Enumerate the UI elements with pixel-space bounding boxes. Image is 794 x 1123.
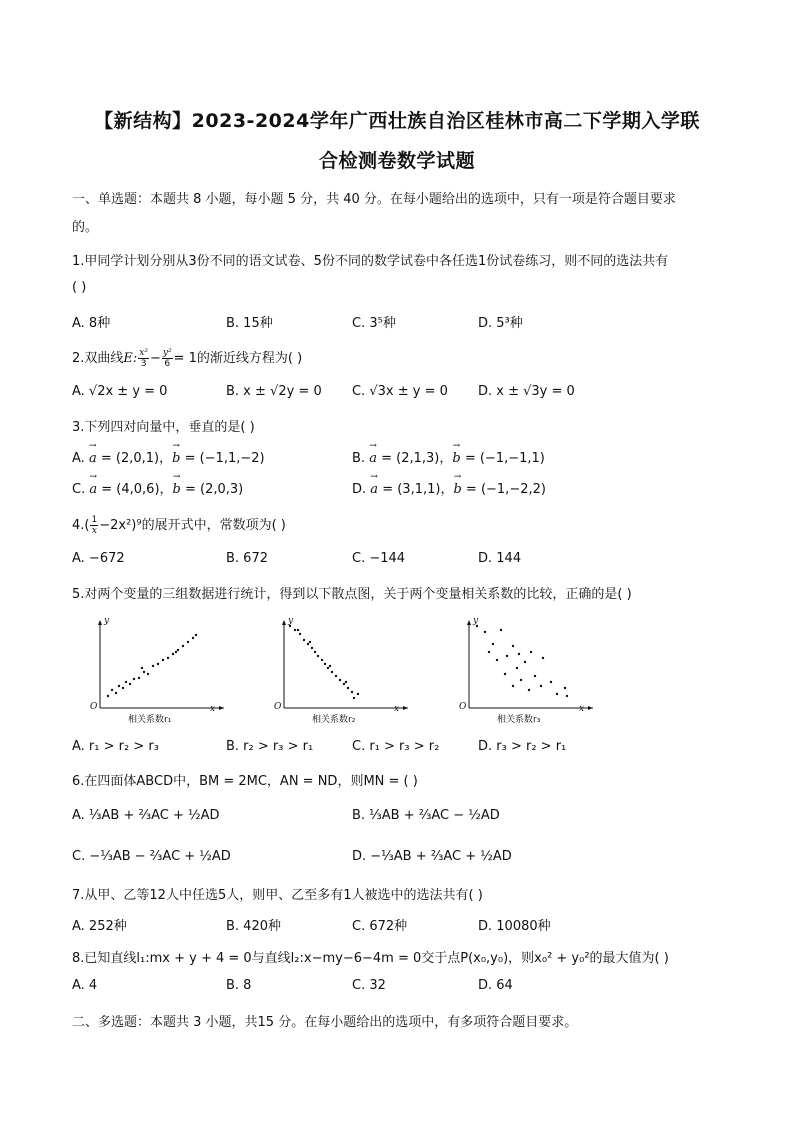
q6-stem: 6.在四面体ABCD中，BM = 2MC，AN = ND，则MN = ( ) [72, 774, 418, 789]
q4-frac-den: x [91, 526, 97, 536]
plot1-ylabel: y [104, 616, 110, 626]
point [488, 651, 490, 653]
point [147, 673, 149, 675]
q7-option-d: D. 10080种 [478, 919, 551, 934]
q3-option-c-avalue: = (4,0,6)， [101, 482, 173, 497]
point [327, 667, 329, 669]
q3-option-a [72, 447, 265, 466]
vector-a: → a [89, 482, 97, 497]
q6-option-c: C. −⅓AB − ⅔AC + ½AD [72, 849, 231, 864]
plot1-xlabel: x [210, 704, 216, 714]
q3-option-d-label: D. [352, 482, 367, 497]
vector-b: → b [172, 451, 180, 466]
q5-option-d: D. r₃ > r₂ > r₁ [478, 739, 567, 754]
q8-option-b: B. 8 [226, 978, 252, 993]
scatter-plot-r3 [455, 616, 595, 726]
point [175, 651, 177, 653]
q3-option-a-bvalue: = (−1,1,−2) [184, 451, 265, 466]
q1-option-d: D. 5³种 [478, 316, 523, 331]
q2-stem-pre: 2.双曲线 [72, 351, 124, 366]
q5-option-c: C. r₁ > r₃ > r₂ [352, 739, 440, 754]
q2-frac-x [138, 348, 149, 369]
point [331, 671, 333, 673]
q4-frac-num: 1 [91, 515, 98, 525]
point [339, 679, 341, 681]
q2-option-c: C. √3x ± y = 0 [352, 384, 448, 399]
point [351, 691, 353, 693]
q1-stem: 1.甲同学计划分别从3份不同的语文试卷、5份不同的数学试卷中各任选1份试卷练习，则不同的选法共有 [72, 254, 669, 269]
scatter-points-r2 [289, 625, 359, 699]
q6-option-a: A. ⅓AB + ⅔AC + ½AD [72, 808, 220, 823]
point [317, 655, 319, 657]
q4-stem-pre: 4.( [72, 518, 90, 533]
plot1-origin: O [90, 702, 98, 712]
point [192, 637, 194, 639]
vector-a: → a [89, 451, 97, 466]
q5-stem: 5.对两个变量的三组数据进行统计，得到以下散点图，关于两个变量相关系数的比较，正确的是( ) [72, 587, 632, 602]
plot3-caption: 相关系数r₃ [497, 715, 541, 725]
point [195, 634, 197, 636]
plot2-origin: O [274, 702, 282, 712]
point [122, 687, 124, 689]
q2-eq-label: E: [123, 351, 138, 366]
point [506, 655, 508, 657]
q4-option-c: C. −144 [352, 551, 406, 566]
vector-a: → a [370, 482, 378, 497]
point [343, 683, 345, 685]
point [324, 663, 326, 665]
point [157, 663, 159, 665]
scatter-plot-r2-svg [270, 616, 410, 716]
q3-option-c-label: C. [72, 482, 86, 497]
q1-option-a: A. 8种 [72, 316, 111, 331]
q3-stem: 3.下列四对向量中，垂直的是( ) [72, 420, 255, 435]
point [314, 651, 316, 653]
q3-option-b-avalue: = (2,1,3)， [381, 451, 453, 466]
point [492, 643, 494, 645]
point [500, 629, 502, 631]
q8-option-d: D. 64 [478, 978, 513, 993]
y-axis-arrow [282, 620, 286, 625]
q7-option-c: C. 672种 [352, 919, 408, 934]
point [172, 653, 174, 655]
point [299, 633, 301, 635]
q5-option-b: B. r₂ > r₃ > r₁ [226, 739, 314, 754]
q2-option-d: D. x ± √3y = 0 [478, 384, 575, 399]
point [107, 695, 109, 697]
point [564, 687, 566, 689]
scatter-plot-r3-svg [455, 616, 595, 716]
point [115, 692, 117, 694]
point [556, 693, 558, 695]
point [335, 675, 337, 677]
point [177, 649, 179, 651]
point [534, 675, 536, 677]
point [516, 667, 518, 669]
point [111, 689, 113, 691]
plot3-ylabel: y [473, 616, 479, 626]
q2-stem: 2.双曲线E: $\frac{\text{x²}}{3}$ − $\frac{\text{y²}}{6}$ = 1的渐近线方程为( ) [72, 348, 303, 369]
q4-option-b: B. 672 [226, 551, 268, 566]
scatter-plot-r1-svg [86, 616, 226, 716]
point [504, 673, 506, 675]
q2-frac-y [162, 348, 173, 369]
point [162, 659, 164, 661]
q7-option-b: B. 420种 [226, 919, 281, 934]
q3-option-d-bvalue: = (−1,−2,2) [465, 482, 546, 497]
point [297, 629, 299, 631]
point [129, 683, 131, 685]
point [329, 665, 331, 667]
q8-option-a: A. 4 [72, 978, 98, 993]
q3-option-a-avalue: = (2,0,1)， [100, 451, 173, 466]
q2-option-a: A. √2x ± y = 0 [72, 384, 168, 399]
vector-b: → b [452, 451, 460, 466]
plot3-origin: O [459, 702, 467, 712]
q2-frac-y-den: 6 [164, 359, 171, 369]
y-axis-arrow [467, 620, 471, 625]
point [143, 671, 145, 673]
scatter-points-r3 [476, 625, 568, 697]
q2-frac-x-den: 3 [140, 359, 147, 369]
q4-option-d: D. 144 [478, 551, 522, 566]
vector-b: → b [453, 482, 461, 497]
point [182, 645, 184, 647]
q1-stem-cont: ( ) [72, 280, 87, 295]
point [309, 641, 311, 643]
point [542, 657, 544, 659]
point [528, 689, 530, 691]
point [347, 687, 349, 689]
point [307, 643, 309, 645]
x-axis-arrow [219, 706, 224, 710]
section2-heading: 二、多选题：本题共 3 小题，共15 分。在每小题给出的选项中，有多项符合题目要求。 [72, 1015, 578, 1030]
doc-title-line2: 合检测卷数学试题 [318, 150, 475, 172]
q1-option-c: C. 3⁵种 [352, 316, 396, 331]
q3-option-b-bvalue: = (−1,−1,1) [464, 451, 545, 466]
q1-option-b: B. 15种 [226, 316, 273, 331]
scatter-plot-r2 [270, 616, 410, 726]
q3-option-d-avalue: = (3,1,1)， [382, 482, 454, 497]
point [496, 659, 498, 661]
q5-option-a: A. r₁ > r₂ > r₃ [72, 739, 159, 754]
section1-heading-cont: 的。 [72, 220, 99, 235]
point [550, 681, 552, 683]
q8-stem: 8.已知直线l₁:mx + y + 4 = 0与直线l₂:x−my−6−4m = 0交于点P(x₀,y₀)，则x₀² + y₀²的最大值为( ) [72, 951, 669, 966]
point [357, 693, 359, 695]
q3-option-c [72, 478, 243, 497]
vector-b: → b [173, 482, 181, 497]
scatter-points-r1 [107, 634, 197, 697]
q2-frac-y-num: y² [162, 348, 172, 358]
point [311, 647, 313, 649]
q4-stem-mid: −2x²)⁹的展开式中，常数项为( ) [99, 518, 286, 533]
section1-heading: 一、单选题：本题共 8 小题，每小题 5 分，共 40 分。在每小题给出的选项中，只有一项是符合题目要求 [72, 192, 676, 207]
point [484, 631, 486, 633]
q7-option-a: A. 252种 [72, 919, 127, 934]
point [566, 695, 568, 697]
x-axis-arrow [403, 706, 408, 710]
q3-option-b [352, 447, 545, 466]
plot3-xlabel: x [579, 704, 585, 714]
point [138, 677, 140, 679]
scatter-plot-r1 [86, 616, 226, 726]
q4-frac [90, 515, 98, 536]
point [303, 639, 305, 641]
q8-option-c: C. 32 [352, 978, 386, 993]
point [512, 645, 514, 647]
point [530, 651, 532, 653]
point [125, 681, 127, 683]
point [353, 697, 355, 699]
point [540, 685, 542, 687]
q2-option-b: B. x ± √2y = 0 [226, 384, 322, 399]
vector-a: → a [369, 451, 377, 466]
q3-option-b-label: B. [352, 451, 366, 466]
point [133, 678, 135, 680]
y-axis-arrow [98, 620, 102, 625]
point [187, 641, 189, 643]
point [512, 685, 514, 687]
point [345, 681, 347, 683]
plot1-caption: 相关系数r₁ [128, 715, 172, 725]
point [518, 653, 520, 655]
point [118, 685, 120, 687]
doc-title-line1: 【新结构】2023-2024学年广西壮族自治区桂林市高二下学期入学联 [94, 110, 700, 132]
q3-option-d [352, 478, 546, 497]
point [294, 629, 296, 631]
plot2-ylabel: y [288, 616, 294, 626]
point [524, 661, 526, 663]
q4-option-a: A. −672 [72, 551, 125, 566]
q6-option-b: B. ⅓AB + ⅔AC − ½AD [352, 808, 500, 823]
plot2-xlabel: x [394, 704, 400, 714]
q3-option-c-bvalue: = (2,0,3) [184, 482, 244, 497]
q7-stem: 7.从甲、乙等12人中任选5人，则甲、乙至多有1人被选中的选法共有( ) [72, 888, 483, 903]
q6-option-d: D. −⅓AB + ⅔AC + ½AD [352, 849, 512, 864]
x-axis-arrow [588, 706, 593, 710]
point [167, 657, 169, 659]
point [141, 667, 143, 669]
q2-frac-x-num: x² [139, 348, 148, 358]
point [321, 659, 323, 661]
q2-stem-post: = 1的渐近线方程为( ) [173, 351, 303, 366]
q4-stem [72, 514, 286, 536]
plot2-caption: 相关系数r₂ [312, 715, 356, 725]
q3-option-a-label: A. [72, 451, 85, 466]
point [152, 665, 154, 667]
point [520, 679, 522, 681]
